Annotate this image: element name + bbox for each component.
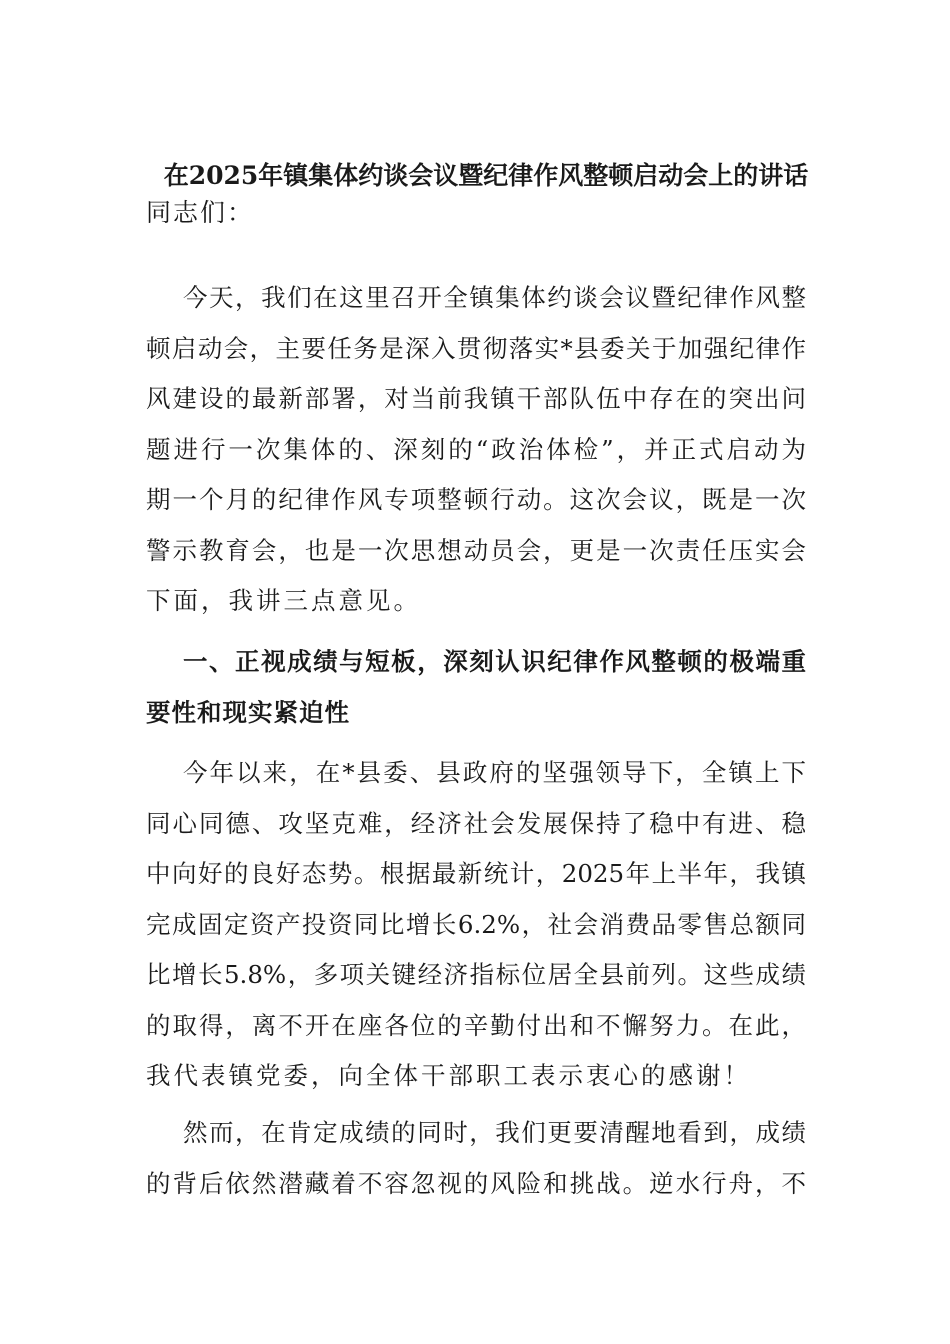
- paragraph-line: 警示教育会，也是一次思想动员会，更是一次责任压实会: [146, 535, 806, 565]
- paragraph-line: 然而，在肯定成绩的同时，我们更要清醒地看到，成绩: [183, 1118, 806, 1147]
- paragraph-line: 完成固定资产投资同比增长6.2%，社会消费品零售总额同: [146, 909, 806, 939]
- paragraph-line: 今年以来，在*县委、县政府的坚强领导下，全镇上下: [183, 758, 806, 787]
- paragraph-line: 我代表镇党委，向全体干部职工表示衷心的感谢！: [146, 1061, 751, 1090]
- paragraph-achievements: [146, 748, 806, 1102]
- paragraph-line: 同心同德、攻坚克难，经济社会发展保持了稳中有进、稳: [146, 808, 806, 838]
- salutation: 同志们：: [146, 198, 255, 227]
- paragraph-line: 顿启动会，主要任务是深入贯彻落实*县委关于加强纪律作: [146, 333, 806, 363]
- paragraph-line: 今天，我们在这里召开全镇集体约谈会议暨纪律作风整: [183, 283, 806, 312]
- paragraph-line: 比增长5.8%，多项关键经济指标位居全县前列。这些成绩: [146, 960, 806, 989]
- paragraph-line: 的背后依然潜藏着不容忽视的风险和挑战。逆水行舟，不: [146, 1168, 806, 1198]
- paragraph-line: 中向好的良好态势。根据最新统计，2025年上半年，我镇: [146, 859, 806, 888]
- heading-line: 一、正视成绩与短板，深刻认识纪律作风整顿的极端重: [183, 647, 806, 676]
- paragraph-line: 期一个月的纪律作风专项整顿行动。这次会议，既是一次: [146, 485, 806, 514]
- paragraph-line: 题进行一次集体的、深刻的“政治体检”，并正式启动为: [146, 434, 806, 464]
- paragraph-challenges: [146, 1108, 806, 1209]
- document-title: 在2025年镇集体约谈会议暨纪律作风整顿启动会上的讲话: [163, 161, 809, 190]
- section-heading-1: [146, 637, 806, 738]
- paragraph-line: 的取得，离不开在座各位的辛勤付出和不懈努力。在此，: [146, 1010, 806, 1040]
- paragraph-line: 下面，我讲三点意见。: [146, 586, 421, 615]
- paragraph-line: 风建设的最新部署，对当前我镇干部队伍中存在的突出问: [146, 384, 806, 413]
- paragraph-intro: [146, 273, 806, 627]
- heading-line: 要性和现实紧迫性: [146, 697, 350, 727]
